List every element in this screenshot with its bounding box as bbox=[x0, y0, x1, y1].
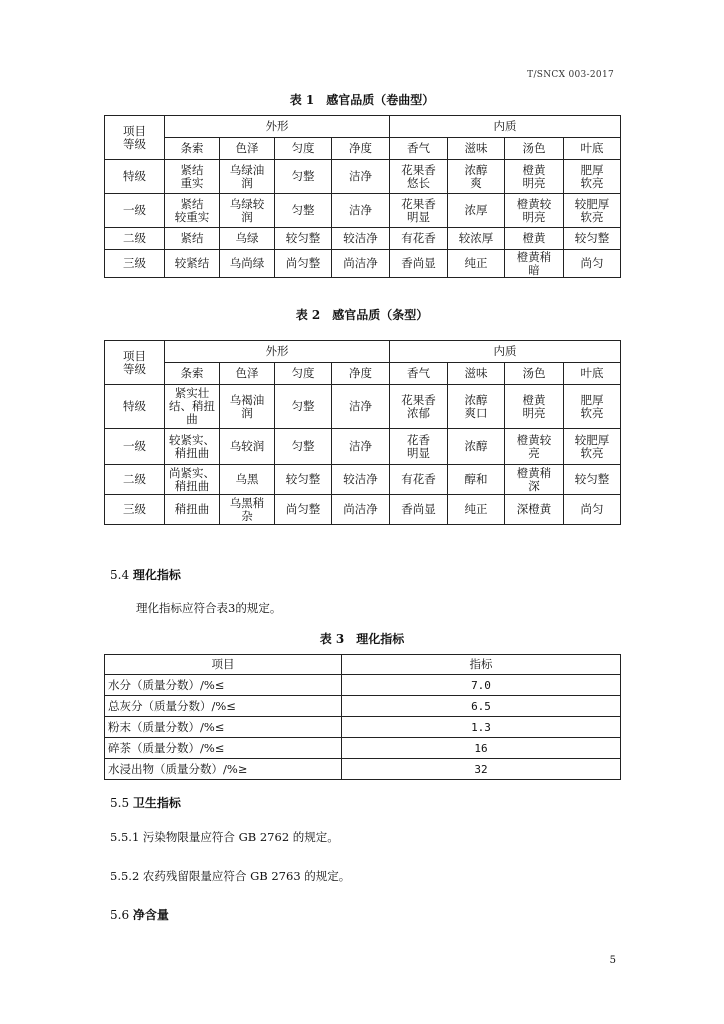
table1-corner-item: 项目 bbox=[123, 123, 146, 138]
table1-cell: 紧结 bbox=[165, 228, 220, 250]
table1-cell: 洁净 bbox=[332, 160, 390, 194]
section-5-5-2-text: 5.5.2 农药残留限量应符合 GB 2763 的规定。 bbox=[110, 869, 351, 883]
table2-cell: 浓醇 爽口 bbox=[448, 385, 505, 429]
table2-cell: 橙黄稍 深 bbox=[505, 465, 564, 495]
table1-cell: 香尚显 bbox=[390, 250, 448, 278]
table1-cell: 乌绿较 润 bbox=[220, 194, 275, 228]
table2-col-header: 条索 bbox=[165, 363, 220, 385]
table-row bbox=[105, 429, 621, 465]
table2-cell: 乌较润 bbox=[220, 429, 275, 465]
table1-cell: 花果香 明显 bbox=[390, 194, 448, 228]
table2-cell: 纯正 bbox=[448, 495, 505, 525]
table1-body bbox=[105, 160, 621, 278]
table2-corner-item: 项目 bbox=[123, 348, 146, 363]
table1-cell: 橙黄 bbox=[505, 228, 564, 250]
table2-cell: 尚匀 bbox=[564, 495, 621, 525]
page-number: 5 bbox=[609, 955, 616, 966]
table2-cell: 香尚显 bbox=[390, 495, 448, 525]
table1-col-header: 净度 bbox=[332, 138, 390, 160]
table2-group-appearance: 外形 bbox=[165, 341, 390, 363]
table3-value: 16 bbox=[342, 738, 621, 759]
table1-cell: 橙黄 明亮 bbox=[505, 160, 564, 194]
table1-col-header: 叶底 bbox=[564, 138, 621, 160]
table1-grade-cell: 一级 bbox=[105, 194, 165, 228]
section-5-5-1-text: 5.5.1 污染物限量应符合 GB 2762 的规定。 bbox=[110, 830, 339, 844]
table3-col-value: 指标 bbox=[342, 655, 621, 675]
table1-cell: 匀整 bbox=[275, 194, 332, 228]
section-number: 5.4 bbox=[110, 568, 130, 582]
table3-physicochemical-indicators bbox=[104, 654, 621, 780]
table2-grade-cell: 一级 bbox=[105, 429, 165, 465]
table2-col-header: 汤色 bbox=[505, 363, 564, 385]
table2-col-header: 匀度 bbox=[275, 363, 332, 385]
table2-grade-cell: 三级 bbox=[105, 495, 165, 525]
table3-value: 32 bbox=[342, 759, 621, 780]
table1-cell: 乌绿油 润 bbox=[220, 160, 275, 194]
table2-cell: 乌黑 bbox=[220, 465, 275, 495]
table1-group-appearance: 外形 bbox=[165, 116, 390, 138]
table2-cell: 尚紧实、 稍扭曲 bbox=[165, 465, 220, 495]
table2-cell: 较肥厚 软亮 bbox=[564, 429, 621, 465]
table2-cell: 花香 明显 bbox=[390, 429, 448, 465]
table2-cell: 尚匀整 bbox=[275, 495, 332, 525]
table-row bbox=[105, 495, 621, 525]
table1-cell: 浓厚 bbox=[448, 194, 505, 228]
table3-item: 总灰分（质量分数）/%≤ bbox=[105, 696, 342, 717]
section-number: 5.6 bbox=[110, 908, 130, 922]
table1-cell: 较紧结 bbox=[165, 250, 220, 278]
document-code-header: T/SNCX 003-2017 bbox=[527, 70, 614, 80]
table3-item: 水分（质量分数）/%≤ bbox=[105, 675, 342, 696]
table1-cell: 匀整 bbox=[275, 160, 332, 194]
table2-cell: 洁净 bbox=[332, 429, 390, 465]
table2-cell: 匀整 bbox=[275, 429, 332, 465]
table1-grade-cell: 三级 bbox=[105, 250, 165, 278]
table1-cell: 乌绿 bbox=[220, 228, 275, 250]
table-row bbox=[105, 194, 621, 228]
table1-cell: 乌尚绿 bbox=[220, 250, 275, 278]
table2-col-header: 叶底 bbox=[564, 363, 621, 385]
table3-title: 表 3 理化指标 bbox=[319, 632, 405, 646]
table2-cell: 稍扭曲 bbox=[165, 495, 220, 525]
table2-cell: 较匀整 bbox=[275, 465, 332, 495]
table1-cell: 较洁净 bbox=[332, 228, 390, 250]
table2-cell: 匀整 bbox=[275, 385, 332, 429]
table1-sensory-quality-curled bbox=[104, 115, 621, 278]
table1-cell: 尚匀 bbox=[564, 250, 621, 278]
table-row bbox=[105, 160, 621, 194]
table2-grade-cell: 特级 bbox=[105, 385, 165, 429]
table1-cell: 肥厚 软亮 bbox=[564, 160, 621, 194]
table3-col-item: 项目 bbox=[105, 655, 342, 675]
table2-col-header: 色泽 bbox=[220, 363, 275, 385]
table-row bbox=[105, 465, 621, 495]
table1-cell: 纯正 bbox=[448, 250, 505, 278]
table1-cell: 有花香 bbox=[390, 228, 448, 250]
table2-corner-grade: 等级 bbox=[123, 361, 146, 376]
table2-cell: 紧实壮 结、稍扭 曲 bbox=[165, 385, 220, 429]
table2-cell: 尚洁净 bbox=[332, 495, 390, 525]
table1-grade-cell: 特级 bbox=[105, 160, 165, 194]
table2-cell: 有花香 bbox=[390, 465, 448, 495]
table2-cell: 橙黄较 亮 bbox=[505, 429, 564, 465]
table2-cell: 较紧实、 稍扭曲 bbox=[165, 429, 220, 465]
table2-cell: 深橙黄 bbox=[505, 495, 564, 525]
table-row bbox=[105, 250, 621, 278]
table2-cell: 较匀整 bbox=[564, 465, 621, 495]
table2-col-header: 香气 bbox=[390, 363, 448, 385]
table2-cell: 肥厚 软亮 bbox=[564, 385, 621, 429]
table3-item: 水浸出物（质量分数）/%≥ bbox=[105, 759, 342, 780]
table2-col-header: 净度 bbox=[332, 363, 390, 385]
table1-col-header: 香气 bbox=[390, 138, 448, 160]
section-number: 5.5 bbox=[110, 796, 130, 810]
table1-col-header: 滋味 bbox=[448, 138, 505, 160]
table1-col-header: 匀度 bbox=[275, 138, 332, 160]
table3-value: 6.5 bbox=[342, 696, 621, 717]
table3-value: 1.3 bbox=[342, 717, 621, 738]
table-row bbox=[105, 385, 621, 429]
table3-item: 粉末（质量分数）/%≤ bbox=[105, 717, 342, 738]
section-5-6-heading bbox=[110, 906, 169, 923]
table1-cell: 较匀整 bbox=[564, 228, 621, 250]
table1-grade-cell: 二级 bbox=[105, 228, 165, 250]
table2-sensory-quality-strip bbox=[104, 340, 621, 525]
table1-cell: 紧结 重实 bbox=[165, 160, 220, 194]
table2-cell: 橙黄 明亮 bbox=[505, 385, 564, 429]
table3-item: 碎茶（质量分数）/%≤ bbox=[105, 738, 342, 759]
table1-corner-header bbox=[105, 116, 165, 160]
table1-cell: 橙黄较 明亮 bbox=[505, 194, 564, 228]
table1-cell: 尚匀整 bbox=[275, 250, 332, 278]
table2-group-intrinsic: 内质 bbox=[390, 341, 621, 363]
table1-col-header: 条索 bbox=[165, 138, 220, 160]
table2-cell: 较洁净 bbox=[332, 465, 390, 495]
table2-body bbox=[105, 385, 621, 525]
table2-corner-header bbox=[105, 341, 165, 385]
table2-cell: 醇和 bbox=[448, 465, 505, 495]
table2-col-header: 滋味 bbox=[448, 363, 505, 385]
table1-cell: 较肥厚 软亮 bbox=[564, 194, 621, 228]
table2-grade-cell: 二级 bbox=[105, 465, 165, 495]
table2-cell: 花果香 浓郁 bbox=[390, 385, 448, 429]
table1-cell: 花果香 悠长 bbox=[390, 160, 448, 194]
table1-group-intrinsic: 内质 bbox=[390, 116, 621, 138]
section-5-4-body: 理化指标应符合表3的规定。 bbox=[136, 601, 282, 615]
table2-cell: 乌黑稍 杂 bbox=[220, 495, 275, 525]
table2-cell: 洁净 bbox=[332, 385, 390, 429]
section-title: 理化指标 bbox=[132, 568, 181, 582]
table1-cell: 浓醇 爽 bbox=[448, 160, 505, 194]
table1-cell: 橙黄稍 暗 bbox=[505, 250, 564, 278]
table-row bbox=[105, 228, 621, 250]
table1-title: 表 1 感官品质（卷曲型） bbox=[289, 93, 435, 107]
table3-value: 7.0 bbox=[342, 675, 621, 696]
section-title: 净含量 bbox=[132, 908, 169, 922]
table1-cell: 较匀整 bbox=[275, 228, 332, 250]
table1-cell: 尚洁净 bbox=[332, 250, 390, 278]
section-title: 卫生指标 bbox=[132, 796, 181, 810]
table1-cell: 洁净 bbox=[332, 194, 390, 228]
section-5-5-heading bbox=[110, 794, 181, 811]
table1-corner-grade: 等级 bbox=[123, 136, 146, 151]
table1-cell: 紧结 较重实 bbox=[165, 194, 220, 228]
table2-title: 表 2 感官品质（条型） bbox=[295, 308, 429, 322]
table1-col-header: 汤色 bbox=[505, 138, 564, 160]
table2-cell: 乌褐油 润 bbox=[220, 385, 275, 429]
table1-col-header: 色泽 bbox=[220, 138, 275, 160]
section-5-4-heading bbox=[110, 566, 181, 583]
table2-cell: 浓醇 bbox=[448, 429, 505, 465]
table1-cell: 较浓厚 bbox=[448, 228, 505, 250]
